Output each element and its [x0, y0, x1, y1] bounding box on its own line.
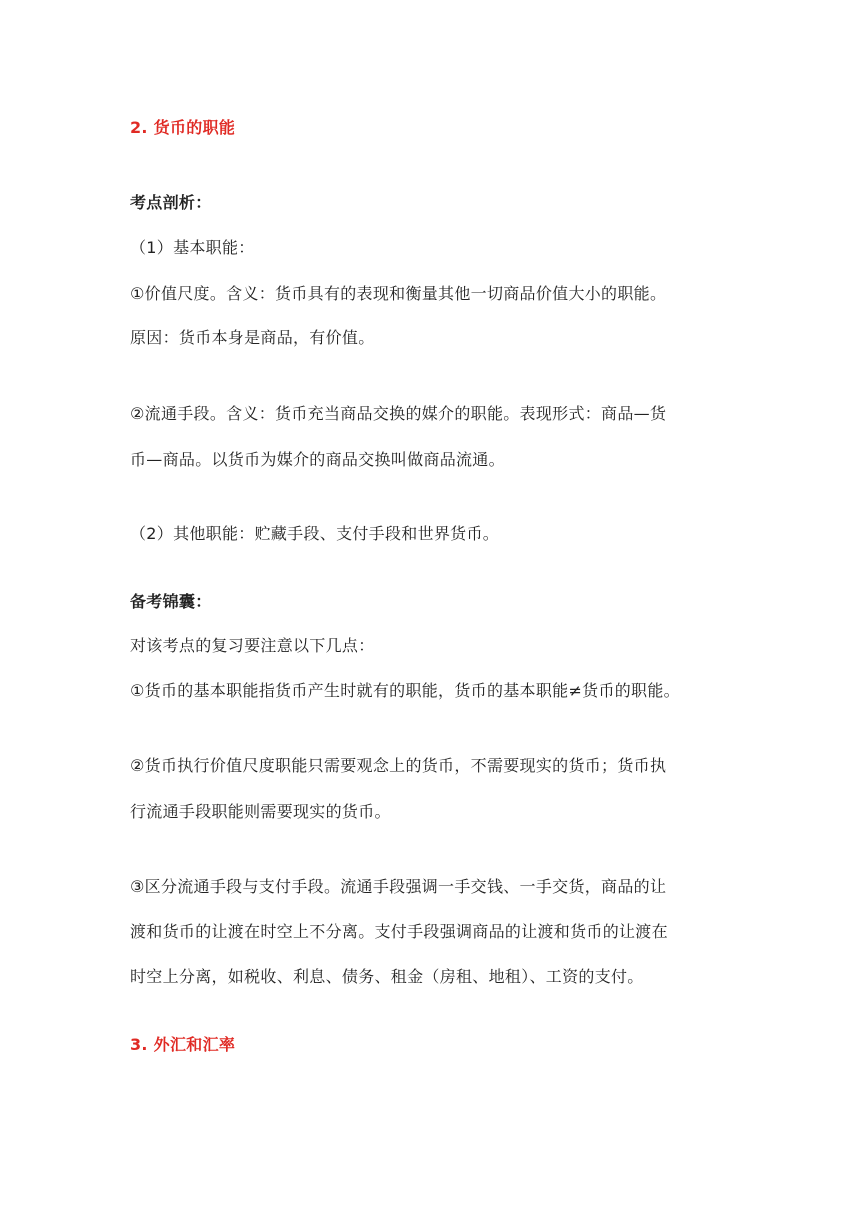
value-measure-line-1: ①价值尺度。含义：货币具有的表现和衡量其他一切商品价值大小的职能。 [130, 284, 667, 303]
tip-point-2-line-1: ②货币执行价值尺度职能只需要观念上的货币，不需要现实的货币；货币执 [130, 756, 667, 775]
tip-point-3-line-1: ③区分流通手段与支付手段。流通手段强调一手交钱、一手交货，商品的让 [130, 877, 667, 896]
tip-point-3-line-2: 渡和货币的让渡在时空上不分离。支付手段强调商品的让渡和货币的让渡在 [130, 922, 668, 941]
tips-intro: 对该考点的复习要注意以下几点： [130, 636, 375, 655]
tip-point-2-line-2: 行流通手段职能则需要现实的货币。 [130, 802, 391, 821]
basic-functions-label: （1）基本职能： [130, 238, 255, 257]
tip-point-3-line-3: 时空上分离，如税收、利息、债务、租金（房租、地租）、工资的支付。 [130, 967, 644, 986]
circulation-line-2: 币—商品。以货币为媒介的商品交换叫做商品流通。 [130, 450, 505, 469]
value-measure-line-2: 原因：货币本身是商品，有价值。 [130, 328, 375, 347]
tip-point-1: ①货币的基本职能指货币产生时就有的职能，货币的基本职能≠货币的职能。 [130, 681, 680, 700]
tips-heading: 备考锦囊： [130, 592, 212, 611]
analysis-heading: 考点剖析： [130, 193, 212, 212]
section-2-title: 2. 货币的职能 [130, 118, 236, 137]
circulation-line-1: ②流通手段。含义：货币充当商品交换的媒介的职能。表现形式：商品—货 [130, 404, 667, 423]
section-3-title: 3. 外汇和汇率 [130, 1035, 236, 1054]
other-functions-line: （2）其他职能：贮藏手段、支付手段和世界货币。 [130, 524, 500, 543]
